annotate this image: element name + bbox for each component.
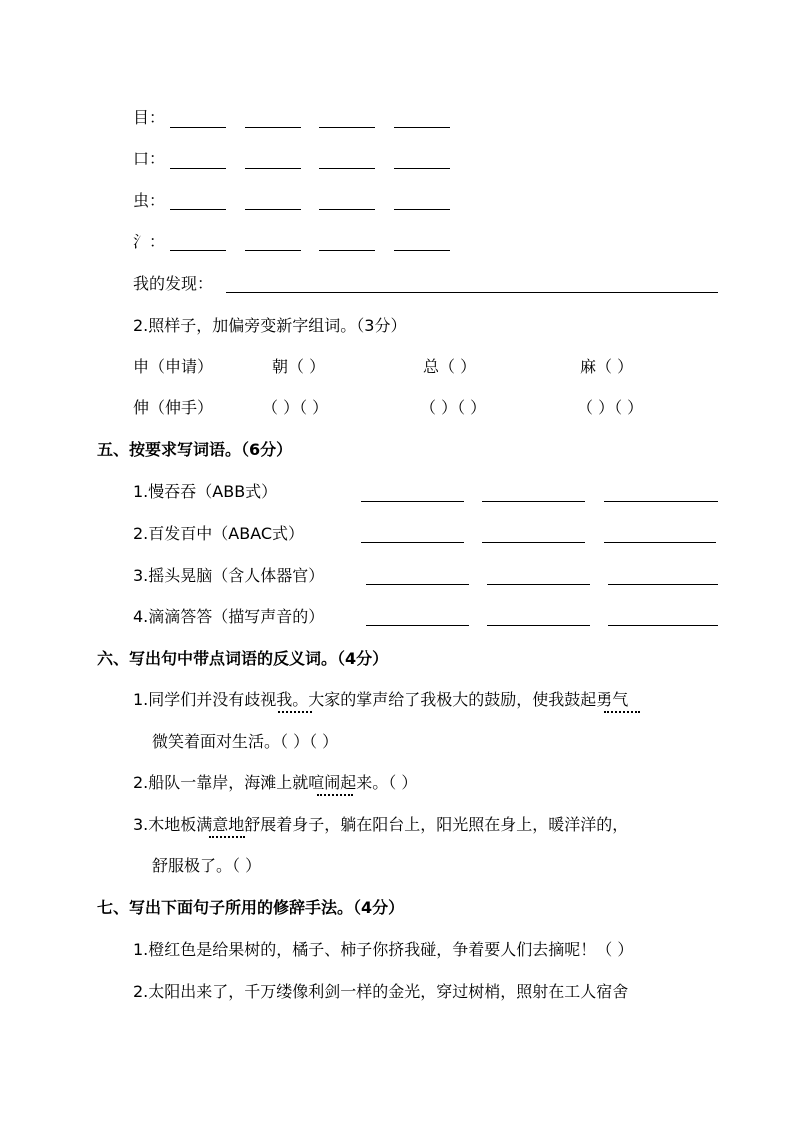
- answer-blank[interactable]: [319, 168, 375, 169]
- word-prompt: 1.慢吞吞（ABB式）: [133, 482, 278, 501]
- radical-row-kou-label: 口：: [133, 149, 166, 168]
- answer-blank[interactable]: [319, 127, 375, 128]
- answer-parentheses[interactable]: （ ）（ ）: [262, 398, 329, 417]
- sentence-text: 微笑着面对生活。（ ）（ ）: [152, 732, 339, 751]
- character-prompt: 麻（ ）: [580, 357, 634, 376]
- answer-blank[interactable]: [487, 584, 590, 585]
- sentence-text: 2.船队一靠岸，海滩上就喧闹起来。（ ）: [133, 773, 418, 792]
- answer-blank[interactable]: [245, 127, 301, 128]
- answer-blank[interactable]: [394, 250, 450, 251]
- word-prompt: 2.百发百中（ABAC式）: [133, 524, 305, 543]
- section-heading: 七、写出下面句子所用的修辞手法。（4分）: [97, 898, 405, 917]
- emphasis-dots: [278, 711, 312, 715]
- answer-blank[interactable]: [245, 250, 301, 251]
- word-prompt: 3.摇头晃脑（含人体器官）: [133, 566, 325, 585]
- answer-blank[interactable]: [366, 584, 469, 585]
- radical-row-mu-label: 目：: [133, 108, 166, 127]
- answer-blank[interactable]: [482, 501, 585, 502]
- answer-blank[interactable]: [170, 127, 226, 128]
- answer-blank[interactable]: [170, 209, 226, 210]
- answer-blank[interactable]: [170, 250, 226, 251]
- answer-parentheses[interactable]: （ ）（ ）: [577, 398, 644, 417]
- emphasis-dots: [604, 711, 640, 715]
- character-prompt: 朝（ ）: [272, 357, 326, 376]
- answer-blank[interactable]: [487, 625, 590, 626]
- character-prompt: 总（ ）: [423, 357, 477, 376]
- answer-blank[interactable]: [366, 625, 469, 626]
- answer-blank[interactable]: [394, 168, 450, 169]
- discovery-answer-line[interactable]: [226, 292, 718, 293]
- word-prompt: 4.滴滴答答（描写声音的）: [133, 607, 325, 626]
- sentence-text: 2.太阳出来了，千万缕像利剑一样的金光，穿过树梢，照射在工人宿舍: [133, 982, 629, 1001]
- example-word: 伸（伸手）: [133, 398, 214, 417]
- question-title: 2.照样子，加偏旁变新字组词。（3分）: [133, 316, 407, 335]
- answer-blank[interactable]: [361, 542, 464, 543]
- sentence-text: 1.同学们并没有歧视我。大家的掌声给了我极大的鼓励，使我鼓起勇气: [133, 690, 629, 709]
- answer-blank[interactable]: [170, 168, 226, 169]
- sentence-text: 1.橙红色是给果树的，橘子、柿子你挤我碰，争着要人们去摘呢！（ ）: [133, 940, 634, 959]
- answer-blank[interactable]: [319, 250, 375, 251]
- section-heading: 六、写出句中带点词语的反义词。（4分）: [97, 649, 389, 668]
- answer-parentheses[interactable]: （ ）（ ）: [420, 398, 487, 417]
- answer-blank[interactable]: [394, 209, 450, 210]
- answer-blank[interactable]: [608, 625, 718, 626]
- example-character: 申（申请）: [133, 357, 214, 376]
- discovery-label: 我的发现：: [133, 274, 214, 293]
- answer-blank[interactable]: [245, 168, 301, 169]
- emphasis-dots: [317, 794, 353, 798]
- sentence-text: 舒服极了。（ ）: [152, 856, 262, 875]
- answer-blank[interactable]: [361, 501, 464, 502]
- radical-row-water-label: 氵：: [133, 232, 166, 251]
- answer-blank[interactable]: [604, 542, 716, 543]
- answer-blank[interactable]: [245, 209, 301, 210]
- answer-blank[interactable]: [319, 209, 375, 210]
- sentence-text: 3.木地板满意地舒展着身子，躺在阳台上，阳光照在身上，暖洋洋的，: [133, 815, 629, 834]
- section-heading: 五、按要求写词语。（6分）: [97, 440, 293, 459]
- emphasis-dots: [209, 836, 245, 840]
- answer-blank[interactable]: [482, 542, 585, 543]
- radical-row-chong-label: 虫：: [133, 191, 166, 210]
- answer-blank[interactable]: [604, 501, 718, 502]
- answer-blank[interactable]: [394, 127, 450, 128]
- answer-blank[interactable]: [608, 584, 718, 585]
